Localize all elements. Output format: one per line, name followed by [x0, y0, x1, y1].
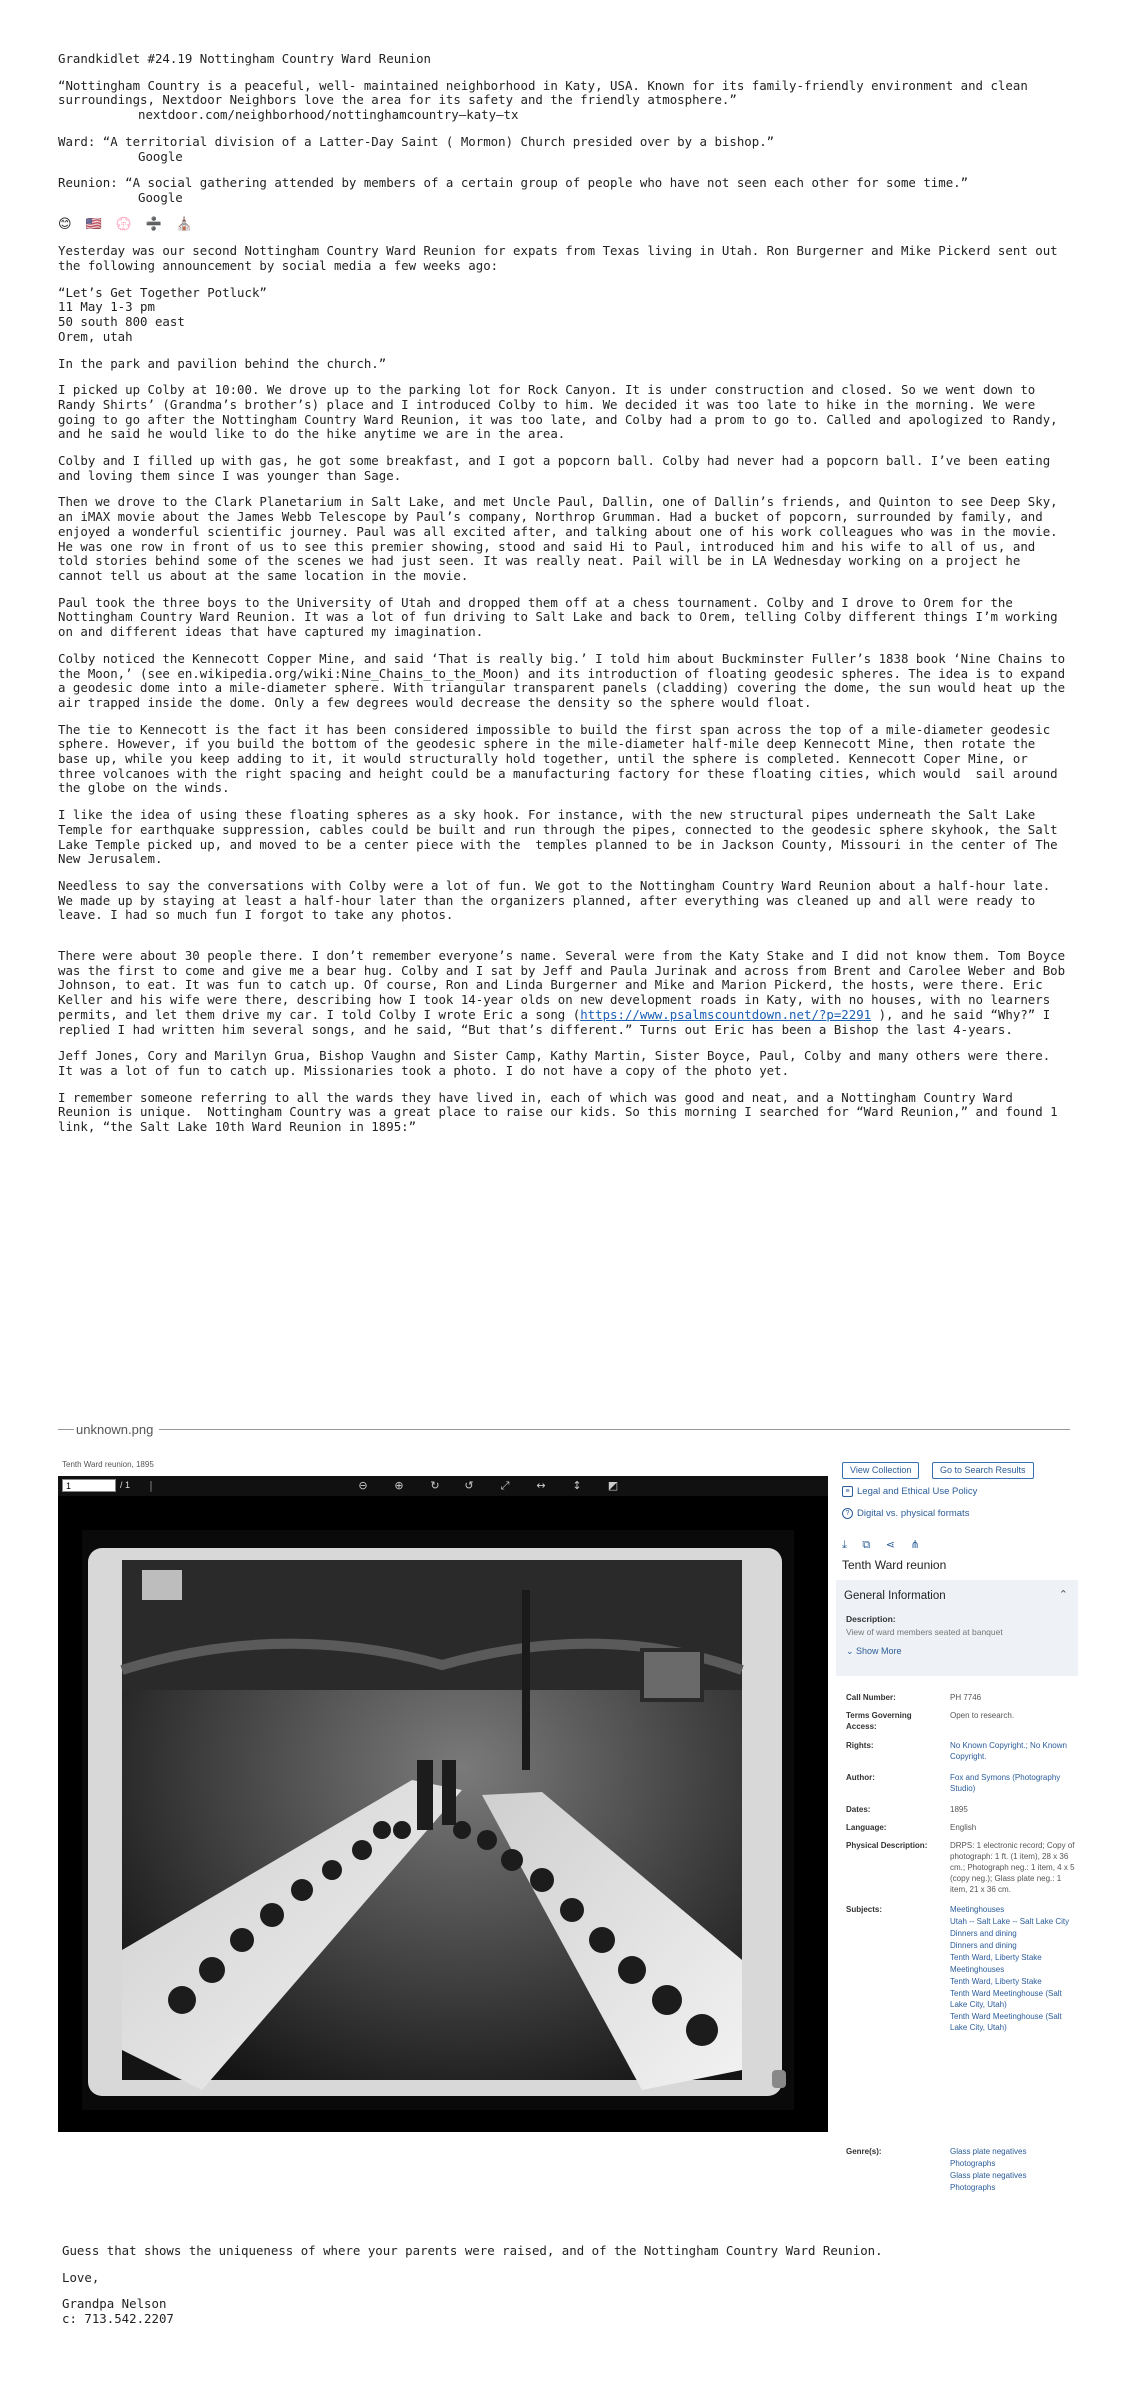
field-label: Language: — [846, 1823, 887, 1832]
quote-nextdoor: “Nottingham Country is a peaceful, well- maintained neighborhood in Katy, USA. Known for its family-friendly environment and clean surroundings, Nextdoor Neighbors love the area for its safety and the friendly atmosphere.” — [58, 77, 1036, 108]
image-viewer — [58, 1476, 828, 2132]
fit-width-icon[interactable]: ↔ — [536, 1479, 546, 1492]
announcement: “Let’s Get Together Potluck” 11 May 1-3 pm 50 south 800 east Orem, utah — [58, 284, 267, 344]
quote-reunion: Reunion: “A social gathering attended by members of a certain group of people who have not seen each other for some time.” — [58, 175, 969, 191]
view-collection-button[interactable]: View Collection — [842, 1462, 919, 1479]
genre-link[interactable]: Photographs — [950, 2159, 996, 2168]
subject-link[interactable]: Utah -- Salt Lake -- Salt Lake City — [950, 1917, 1070, 1926]
letter-closing — [62, 2244, 1062, 2339]
paragraph: Then we drove to the Clark Planetarium in Salt Lake, and met Uncle Paul, Dallin, one of Dallin’s friends, and Quinton to see Deep Sky, an iMAX movie about the James Webb Telescope by Paul’s company, Northrop Grumman. Had a bucket of popcorn, surrounded by family, and enjoyed a wonderful scientific journey. Paul was all excited after, and talking about one of his work colleagues who was in the movie. He was one row in front of us to see this premier showing, stood and said Hi to Paul, introduced him and his wife to all of us, and told stories behind some of the scenes we had just seen. It was really neat. Pail will be in LA Wednesday working on a project he cannot tell us about at the same location in the movie. — [58, 494, 1066, 583]
help-icon: ? — [842, 1508, 853, 1519]
quote-ward: Ward: “A territorial division of a Latter-Day Saint ( Mormon) Church presided over by a bishop.” — [58, 133, 775, 149]
subject-link[interactable]: Tenth Ward, Liberty Stake — [950, 1977, 1042, 1986]
general-information-heading: General Information — [844, 1590, 946, 1602]
subject-link[interactable]: Tenth Ward, Liberty Stake — [950, 1953, 1042, 1962]
zoom-in-icon[interactable]: ⊕ — [394, 1479, 404, 1492]
subject-link[interactable]: Dinners and dining — [950, 1941, 1017, 1950]
field-value: PH 7746 — [950, 1693, 982, 1702]
field-value: 1895 — [950, 1805, 968, 1814]
paragraph: Jeff Jones, Cory and Marilyn Grua, Bishop Vaughn and Sister Camp, Kathy Martin, Sister Boyce, Paul, Colby and many others were there. It was a lot of fun to catch up. Missionaries took a photo. I do not have a copy of the photo yet. — [58, 1048, 1058, 1078]
quote-reunion-source: Google — [138, 189, 183, 205]
subject-link[interactable]: Tenth Ward Meetinghouse (Salt Lake City, Utah) — [950, 2012, 1062, 2032]
banquet-photograph — [82, 1530, 794, 2110]
digital-formats-label: Digital vs. physical formats — [857, 1508, 970, 1520]
paragraph: I picked up Colby at 10:00. We drove up to the parking lot for Rock Canyon. It is under construction and closed. So we went down to Randy Shirts’ (Grandma’s brother’s) place and I introduced Colby to him. We decided it was too late to hike in the morning. We were going to go after the Nottingham Country Ward Reunion, it was too late, and Colby had a prom to go to. Called and apologized to Randy, and he said he would like to do the hike anytime we are in the area. — [58, 382, 1066, 442]
catalog-sidebar — [836, 1460, 1078, 2220]
field-label: Author: — [846, 1773, 875, 1782]
legal-policy-link[interactable] — [842, 1486, 977, 1497]
field-label: Rights: — [846, 1741, 874, 1750]
general-information-panel — [836, 1580, 1078, 1676]
attached-screenshot — [58, 1446, 1078, 2226]
search-results-button[interactable]: Go to Search Results — [932, 1462, 1034, 1479]
field-label: Genre(s): — [846, 2147, 882, 2156]
divider — [158, 1429, 1070, 1430]
fullscreen-icon[interactable]: ⤢ — [500, 1479, 510, 1492]
subject-link[interactable]: Dinners and dining — [950, 1929, 1017, 1938]
description-label: Description: — [846, 1614, 896, 1624]
rotate-right-icon[interactable]: ↻ — [430, 1479, 440, 1492]
subject-list — [950, 1904, 1076, 2034]
subject-link[interactable]: Meetinghouses — [950, 1905, 1005, 1914]
field-label: Call Number: — [846, 1693, 896, 1702]
zoom-out-icon[interactable]: ⊖ — [358, 1479, 368, 1492]
item-title: Tenth Ward reunion — [842, 1558, 947, 1572]
genre-list — [950, 2146, 1076, 2194]
subject-link[interactable]: Meetinghouses — [950, 1965, 1005, 1974]
paragraph-with-link — [58, 948, 1073, 1037]
genre-link[interactable]: Glass plate negatives — [950, 2171, 1027, 2180]
chevron-up-icon[interactable]: ⌃ — [1058, 1588, 1068, 1601]
paragraph: Colby and I filled up with gas, he got some breakfast, and I got a popcorn ball. Colby had never had a popcorn ball. I’ve been eating and loving them since I was younger than Sage. — [58, 453, 1058, 483]
rotate-left-icon[interactable]: ↺ — [464, 1479, 474, 1492]
copy-icon[interactable]: ⧉ — [862, 1538, 871, 1551]
quote-nextdoor-source: nextdoor.com/neighborhood/nottinghamcountry—katy—tx — [138, 107, 519, 123]
paragraph: Colby noticed the Kennecott Copper Mine, and said ‘That is really big.’ I told him about Buckminster Fuller’s 1838 book ‘Nine Chains to the Moon,’ (see en.wikipedia.org/wiki:Nine_Chains_to_the_Moon) and its introduction of floating geodesic spheres. The idea is to expand a geodesic dome into a mile-diameter sphere. With triangular transparent panels (cladding) covering the dome, the sun would heat up the air trapped inside the dome. Only a few degrees would decrease the density so the sphere would float. — [58, 650, 1073, 710]
psalms-countdown-link[interactable]: https://www.psalmscountdown.net/?p=2291 — [580, 1006, 872, 1022]
closing-love: Love, — [62, 2269, 100, 2285]
field-label: Dates: — [846, 1805, 871, 1814]
field-value: Open to research. — [950, 1711, 1015, 1720]
letter-title: Grandkidlet #24.19 Nottingham Country Ward Reunion — [58, 51, 431, 66]
field-value: DRPS: 1 electronic record; Copy of photograph: 1 ft. (1 item), 28 x 36 cm.; Photograph neg.: 1 item, 4 x 5 (copy neg.); Glass plate neg.: 1 item, 21 x 36 cm. — [950, 1841, 1075, 1894]
paragraph: The tie to Kennecott is the fact it has been considered impossible to build the first span across the top of a mile-diameter geodesic sphere. However, if you build the bottom of the geodesic sphere in the mile-diameter half-mile deep Kennecott Mine, then rotate the base up, while you keep adding to it, it would structurally hold together, until the sphere is completed. Kennecott Coper Mine, or three volcanoes with the right spacing and height could be a manufacturing factory for these floating cities, which would sail around the globe on the winds. — [58, 721, 1066, 796]
announcement-end: In the park and pavilion behind the church.” — [58, 355, 387, 371]
description-value: View of ward members seated at banquet — [846, 1627, 1003, 1637]
letter-body — [58, 51, 1073, 1147]
divider — [58, 1429, 74, 1430]
paragraph: I like the idea of using these floating spheres as a sky hook. For instance, with the new structural pipes underneath the Salt Lake Temple for earthquake suppression, cables could be built and run through the pipes, connected to the geodesic sphere skyhook, the Salt Lake Temple picked up, and moved to be a center piece with the temples planned to be in Jackson County, Missouri in the center of The New Jerusalem. — [58, 807, 1066, 867]
genre-link[interactable]: Glass plate negatives — [950, 2147, 1027, 2156]
item-tools — [842, 1538, 932, 1552]
signature: Grandpa Nelson c: 713.542.2207 — [62, 2296, 174, 2327]
show-more-link[interactable]: ⌄ Show More — [846, 1646, 902, 1656]
emoji-row: 😊🇺🇸💮➗⛪ — [58, 216, 207, 232]
author-link[interactable]: Fox and Symons (Photography Studio) — [950, 1773, 1061, 1793]
paragraph: I remember someone referring to all the wards they have lived in, each of which was good and neat, and a Nottingham Country Ward Reunion is unique. Nottingham Country was a great place to raise our kids. So this morning I searched for “Ward Reunion,” and found 1 link, “the Salt Lake 10th Ward Reunion in 1895:” — [58, 1089, 1066, 1135]
separator-icon: | — [149, 1479, 153, 1492]
paragraph: Yesterday was our second Nottingham Country Ward Reunion for expats from Texas living in Utah. Ron Burgerner and Mike Pickerd sent out the following announcement by social media a few weeks ago: — [58, 243, 1066, 274]
paragraph: Needless to say the conversations with Colby were a lot of fun. We got to the Nottingham Country Ward Reunion about a half-hour late. We made up by staying at least a half-hour later than the organizers planned, after everything was cleaned up and all were ready to leave. I had so much fun I forgot to take any photos. — [58, 877, 1058, 923]
image-caption: Tenth Ward reunion, 1895 — [62, 1460, 154, 1469]
page-total: / 1 — [120, 1480, 131, 1490]
field-label: Physical Description: — [846, 1841, 928, 1850]
viewer-toolbar — [58, 1476, 828, 1496]
share-icon[interactable]: ⋖ — [885, 1538, 895, 1551]
page-number-input[interactable]: 1 — [62, 1479, 116, 1492]
rights-link[interactable]: No Known Copyright.; No Known Copyright. — [950, 1741, 1067, 1761]
paragraph-text: ), and he said “Why?” I replied I had written him several songs, and he said, “But that’s different.” Turns out Eric has been a Bishop the last 4-years. — [58, 1006, 1058, 1037]
field-value: English — [950, 1823, 977, 1832]
field-label: Subjects: — [846, 1905, 883, 1914]
genre-link[interactable]: Photographs — [950, 2183, 996, 2192]
closing-line: Guess that shows the uniqueness of where your parents were raised, and of the Nottingham Country Ward Reunion. — [62, 2243, 883, 2258]
digital-formats-link[interactable] — [842, 1508, 969, 1519]
document-icon: ≡ — [842, 1486, 853, 1497]
download-image-icon[interactable]: ◩ — [607, 1479, 619, 1492]
attachment-filename: unknown.png — [76, 1422, 159, 1437]
quote-ward-source: Google — [138, 148, 183, 164]
legal-policy-label: Legal and Ethical Use Policy — [857, 1486, 978, 1498]
fit-height-icon[interactable]: ↕ — [572, 1479, 582, 1492]
iiif-icon[interactable]: ⋔ — [910, 1538, 920, 1551]
subject-link[interactable]: Tenth Ward Meetinghouse (Salt Lake City, Utah) — [950, 1989, 1062, 2009]
attachment-header — [58, 1422, 1070, 1436]
paragraph-text: There were about 30 people there. I don’t remember everyone’s name. Several were from the Katy Stake and I did not know them. Tom Boyce was the first to come and give me a bear hug. Colby and I sat by Jeff and Paula Jurinak and across from Brent and Carolee Weber and Bob Johnson, to eat. It was fun to catch up. Of course, Ron and Linda Burgerner and Mike and Marion Pickerd, the hosts, were there. Eric Keller and his wife were there, describing how I took 14-year olds on new development roads in Katy, with no houses, with no learners permits, and let them drive my car. I told Colby I wrote Eric a song ( — [58, 948, 1073, 1022]
download-icon[interactable]: ⤓ — [842, 1538, 847, 1551]
paragraph: Paul took the three boys to the University of Utah and dropped them off at a chess tournament. Colby and I drove to Orem for the Nottingham Country Ward Reunion. It was a lot of fun driving to Salt Lake and back to Orem, telling Colby different things I’m working on and different ideas that have captured my imagination. — [58, 594, 1066, 640]
field-label: Terms Governing Access: — [846, 1711, 912, 1731]
